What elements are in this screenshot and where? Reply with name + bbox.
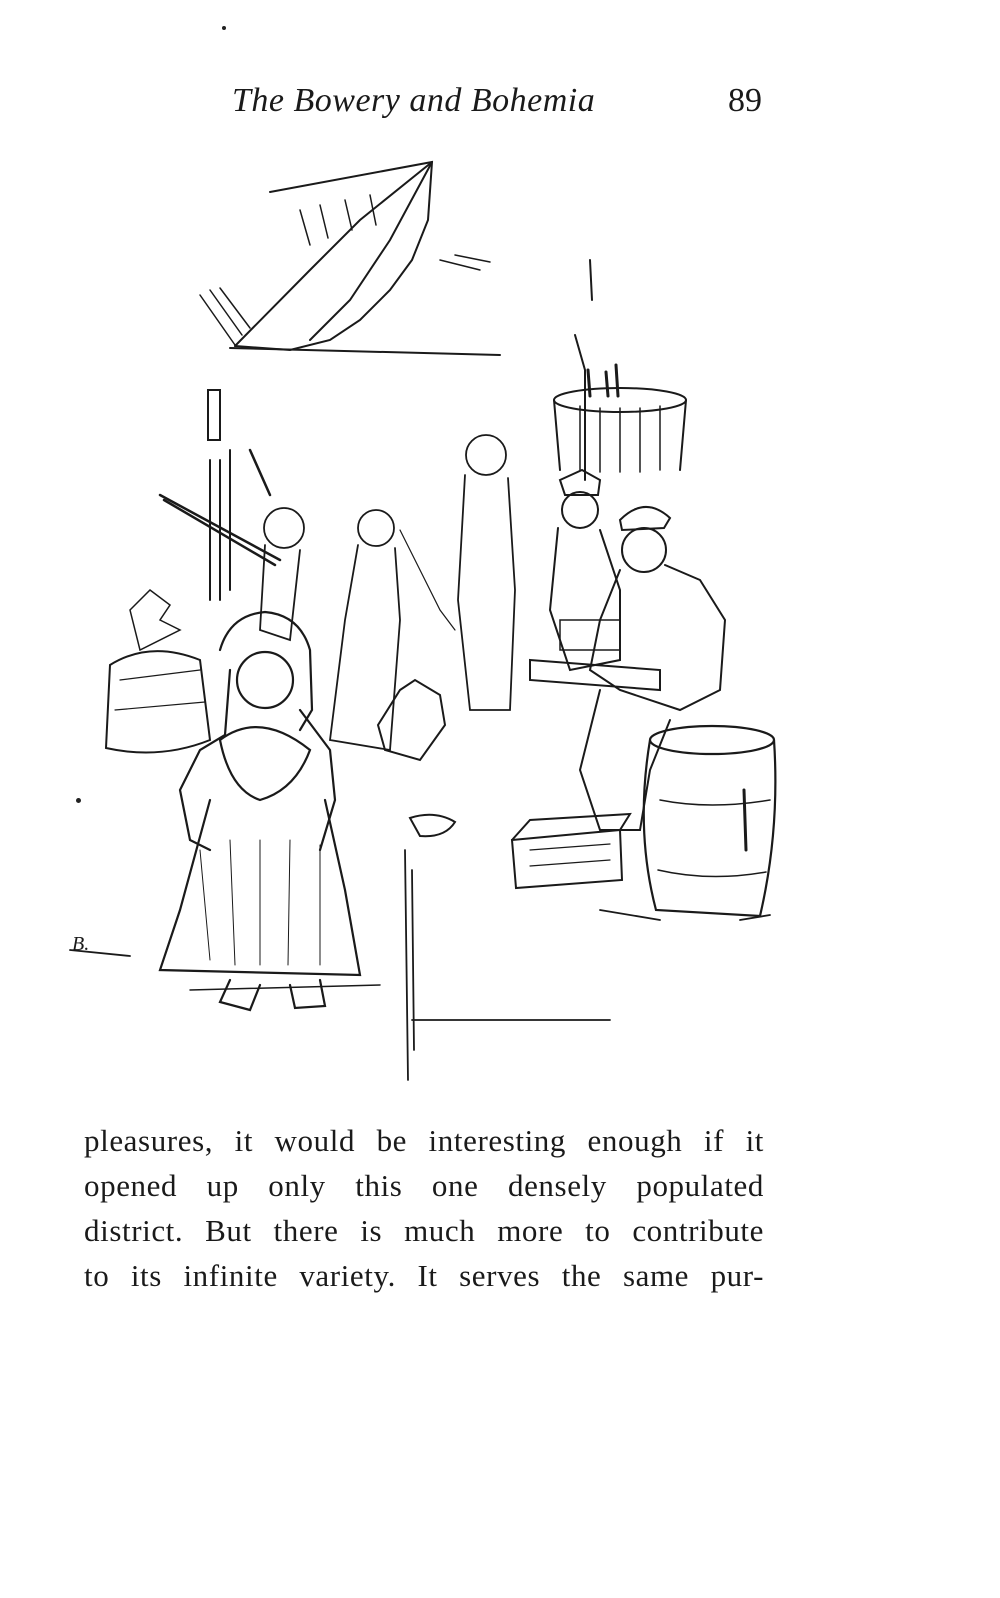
street-scene-illustration (60, 150, 780, 1090)
background-barrel (554, 365, 686, 472)
dog (378, 680, 455, 836)
awning (200, 162, 500, 355)
ground-lines (70, 850, 770, 1080)
page-number: 89 (728, 82, 762, 119)
text-line: pleasures, it would be interesting enough if it (84, 1123, 764, 1158)
basket (106, 590, 210, 753)
text-line: district. But there is much more to contribute (84, 1213, 764, 1248)
text-line: opened up only this one densely populated (84, 1168, 764, 1203)
man-with-bowler (530, 507, 725, 830)
girl (160, 612, 380, 1010)
foreground-barrel (644, 726, 776, 916)
ink-speck (222, 26, 226, 30)
text-line: to its infinite variety. It serves the same pur- (84, 1258, 764, 1293)
running-title: The Bowery and Bohemia (232, 82, 596, 119)
artist-signature-mark: B. (72, 933, 90, 955)
body-text (84, 1118, 764, 1298)
crowd (260, 435, 515, 750)
page-header (0, 82, 1000, 132)
crate (512, 814, 630, 888)
